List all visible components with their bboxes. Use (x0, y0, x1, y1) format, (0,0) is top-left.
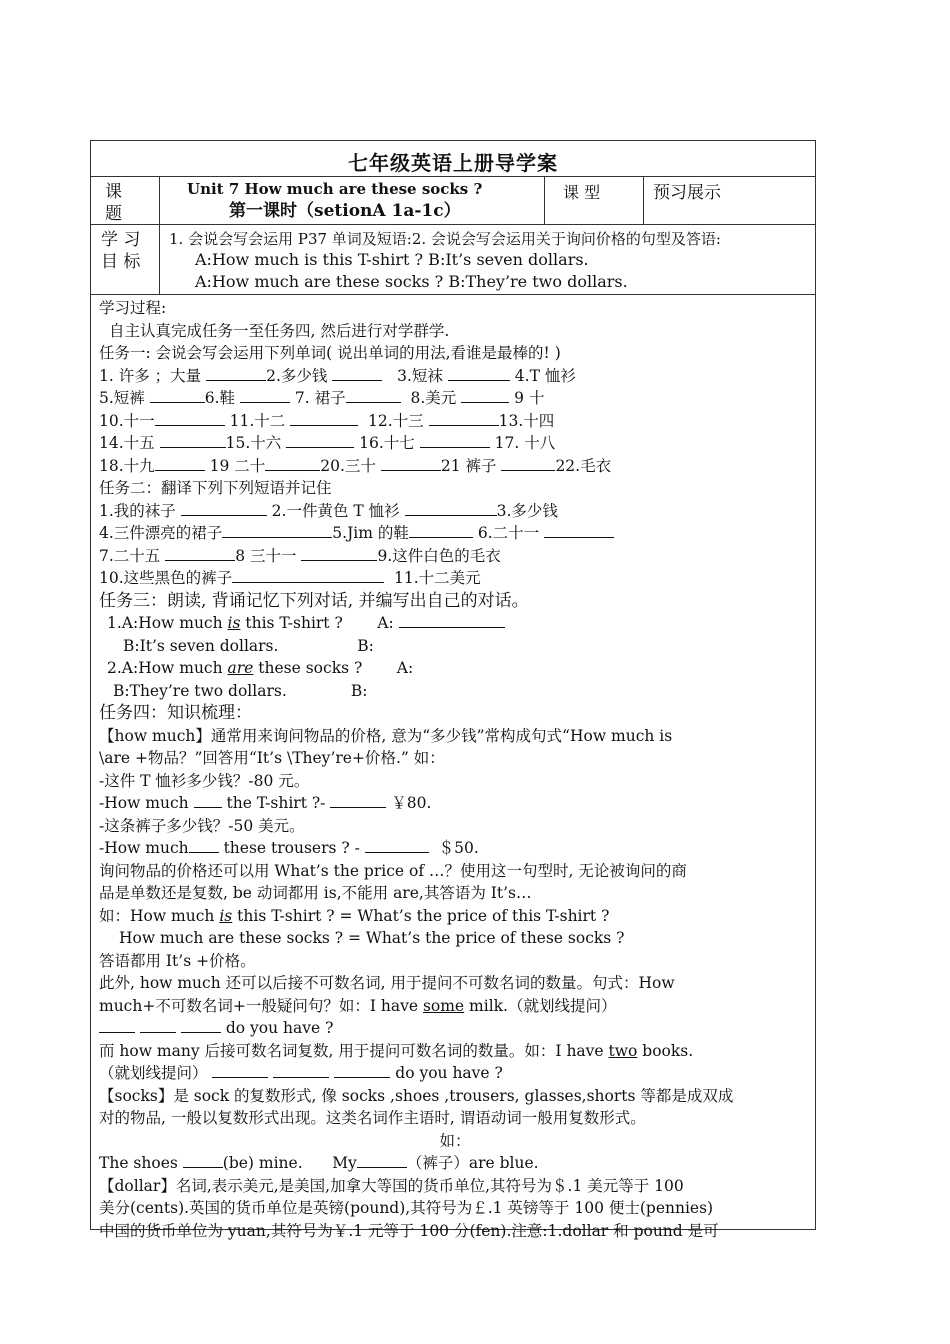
task2-title: 任务二：翻译下列下列短语并记住 (99, 479, 332, 497)
knowledge-line: 【socks】是 sock 的复数形式, 像 socks ,shoes ,trousers, glasses,shorts 等都是成双成 (99, 1086, 734, 1105)
answer-blank[interactable] (232, 568, 384, 583)
knowledge-line: 此外, how much 还可以后接不可数名词, 用于提问不可数名词的数量。句式：How (99, 974, 675, 992)
answer-blank[interactable] (330, 793, 386, 808)
knowledge-line: 如：How much is this T-shirt ? = What’s the price of this T-shirt ? (99, 906, 610, 925)
answer-blank[interactable] (150, 388, 205, 403)
answer-blank[interactable] (332, 366, 382, 381)
sheet-title: 七年级英语上册导学案 (348, 151, 558, 175)
knowledge-line: 品是单数还是复数, be 动词都用 is,不能用 are,其答语为 It’s… (99, 884, 532, 902)
task3-title: 任务三：朗读, 背诵记忆下列对话, 并编写出自己的对话。 (99, 590, 529, 611)
knowledge-line: \are +物品？”回答用“It’s \They’re+价格.” 如： (99, 749, 445, 767)
divider (159, 176, 160, 294)
answer-blank[interactable] (301, 546, 377, 561)
task2-row: 10.这些黑色的裤子 11.十二美元 (99, 569, 481, 587)
process-heading: 学习过程: (99, 299, 167, 317)
answer-blank[interactable] (334, 1063, 390, 1078)
knowledge-line: 如： (439, 1131, 471, 1150)
knowledge-line: 中国的货币单位为 yuan,其符号为￥.1 元等于 100 分(fen).注意:1.dollar 和 pound 是可 (99, 1221, 719, 1240)
answer-blank[interactable] (240, 388, 290, 403)
answer-blank[interactable] (212, 1063, 268, 1078)
answer-blank[interactable] (273, 1063, 329, 1078)
lesson-sheet (90, 140, 816, 1240)
task2-row: 4.三件漂亮的裙子 5.Jim 的鞋 6.二十一 (99, 522, 811, 545)
answer-blank[interactable] (155, 411, 225, 426)
knowledge-line: How much are these socks ? = What’s the price of these socks ? (119, 929, 625, 947)
knowledge-line: do you have ? (99, 1017, 811, 1040)
answer-blank[interactable] (194, 793, 222, 808)
answer-blank[interactable] (365, 838, 429, 853)
task1-row: 5.短裤 6.鞋 7. 裙子 8.美元 9 十 (99, 389, 545, 407)
knowledge-line: 询问物品的价格还可以用 What’s the price of …？使用这一句型时, 无论被询问的商 (99, 861, 687, 880)
goals-line-1: 1. 会说会写会运用 P37 单词及短语:2. 会说会写会运用关于询问价格的句型及答语: (169, 230, 721, 248)
process-section (99, 297, 811, 1242)
type-value: 预习展示 (653, 183, 721, 203)
goals-line-3: A:How much are these socks ? B:They’re two dollars. (195, 272, 628, 291)
task2-row: 7.二十五 8 三十一 9.这件白色的毛衣 (99, 546, 501, 565)
divider (91, 224, 815, 225)
knowledge-line: -这条裤子多少钱？-50 美元。 (99, 816, 305, 835)
answer-blank[interactable] (183, 1153, 223, 1168)
task1-row: 14.十五 15.十六 16.十七 17. 十八 (99, 434, 556, 452)
answer-blank[interactable] (286, 433, 354, 448)
knowledge-line: -How much these trousers ? - ＄50. (99, 839, 479, 857)
goals-label: 学 习 目 标 (101, 230, 141, 272)
answer-blank[interactable] (189, 838, 219, 853)
topic-line-2: 第一课时（setionA 1a-1c） (229, 201, 461, 221)
answer-blank[interactable] (265, 456, 320, 471)
knowledge-line: -How much the T-shirt ?- ￥80. (99, 794, 432, 812)
knowledge-line: much+不可数名词+一般疑问句？如：I have some milk.（就划线提问） (99, 996, 617, 1015)
task1-title: 任务一: 会说会写会运用下列单词( 说出单词的用法,看谁是最棒的! ) (99, 344, 561, 362)
knowledge-line: 【dollar】名词,表示美元,是美国,加拿大等国的货币单位,其符号为＄.1 美元等于 100 (99, 1176, 684, 1195)
answer-blank[interactable] (420, 433, 490, 448)
answer-blank[interactable] (160, 433, 226, 448)
knowledge-line: 美分(cents).英国的货币单位是英镑(pound),其符号为￡.1 英镑等于 100 便士(pennies) (99, 1199, 714, 1217)
task1-row: 18.十九 19 二十 20.三十 21 裤子 22.毛衣 (99, 456, 612, 475)
knowledge-line: 答语都用 It’s +价格。 (99, 951, 256, 970)
answer-blank[interactable] (405, 501, 497, 516)
answer-blank[interactable] (222, 523, 332, 538)
knowledge-line: The shoes (be) mine. My （裤子）are blue. (99, 1154, 539, 1172)
task4-title: 任务四：知识梳理： (99, 703, 252, 723)
answer-blank[interactable] (99, 1018, 135, 1033)
answer-blank[interactable] (155, 456, 205, 471)
task2-row: 1.我的袜子 2.一件黄色 T 恤衫 3.多少钱 (99, 501, 558, 520)
answer-blank[interactable] (409, 523, 473, 538)
answer-blank[interactable] (181, 1018, 221, 1033)
answer-blank[interactable] (429, 411, 499, 426)
divider (643, 176, 644, 224)
answer-blank[interactable] (181, 501, 267, 516)
answer-blank[interactable] (346, 388, 401, 403)
task1-row: 10.十一 11.十二 12.十三 13.十四 (99, 411, 555, 430)
topic-line-1: Unit 7 How much are these socks ? (187, 180, 483, 198)
answer-blank[interactable] (461, 388, 509, 403)
answer-blank[interactable] (206, 366, 266, 381)
divider (91, 294, 815, 295)
answer-blank[interactable] (357, 1153, 407, 1168)
answer-blank[interactable] (381, 456, 441, 471)
dialogue-line: B:It’s seven dollars. B: (123, 636, 374, 655)
dialogue-line: B:They’re two dollars. B: (113, 681, 368, 700)
process-intro: 自主认真完成任务一至任务四, 然后进行对学群学. (109, 321, 450, 340)
knowledge-line: 对的物品, 一般以复数形式出现。这类名词作主语时, 谓语动词一般用复数形式。 (99, 1109, 646, 1127)
answer-blank[interactable] (165, 546, 235, 561)
answer-blank[interactable] (544, 523, 614, 538)
task1-row: 1. 许多 ；大量 2.多少钱 3.短袜 4.T 恤衫 (99, 366, 576, 385)
answer-blank[interactable] (399, 613, 505, 628)
dialogue-line: 2.A:How much are these socks ? A: (107, 659, 414, 677)
type-label: 课 型 (563, 183, 601, 202)
knowledge-line: （就划线提问） do you have ? (99, 1064, 503, 1082)
divider (544, 176, 545, 224)
divider (91, 176, 815, 177)
answer-blank[interactable] (140, 1018, 176, 1033)
knowledge-line: -这件 T 恤衫多少钱？-80 元。 (99, 771, 310, 790)
goals-line-2: A:How much is this T-shirt ? B:It’s seven dollars. (195, 250, 589, 269)
knowledge-line: 【how much】通常用来询问物品的价格, 意为“多少钱”常构成句式“How much is (99, 726, 673, 745)
topic-label: 课 题 (105, 182, 122, 224)
answer-blank[interactable] (501, 456, 555, 471)
answer-blank[interactable] (448, 366, 510, 381)
knowledge-line: 而 how many 后接可数名词复数, 用于提问可数名词的数量。如：I have two books. (99, 1041, 694, 1060)
answer-blank[interactable] (290, 411, 358, 426)
dialogue-line: 1.A:How much is this T-shirt ? A: (99, 612, 811, 635)
